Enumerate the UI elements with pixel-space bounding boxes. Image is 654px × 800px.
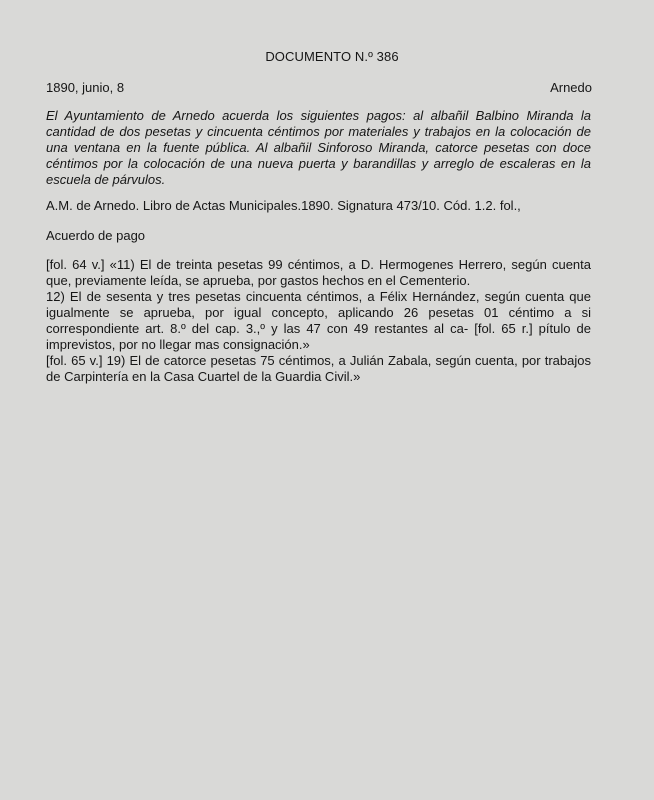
document-metadata-row xyxy=(46,80,592,96)
transcription-body xyxy=(46,257,591,385)
document-date: 1890, junio, 8 xyxy=(46,80,125,95)
transcription-paragraph: [fol. 65 v.] 19) El de catorce pesetas 75 céntimos, a Julián Zabala, según cuenta, por trabajos de Carpintería en la Casa Cuartel de la Guardia Civil.» xyxy=(46,353,591,384)
transcription-paragraph: 12) El de sesenta y tres pesetas cincuenta céntimos, a Félix Hernández, según cuenta que igualmente se aprueba, por igual concepto, aplicando 26 pesetas 01 céntimo a si correspondiente art. 8.º del cap. 3.,º y las 47 con 49 restantes al ca- [fol. 65 r.] pítulo de imprevistos, por no llegar mas consignación.» xyxy=(46,289,591,352)
document-place: Arnedo xyxy=(550,80,592,95)
section-heading: Acuerdo de pago xyxy=(46,228,146,243)
document-abstract: El Ayuntamiento de Arnedo acuerda los siguientes pagos: al albañil Balbino Miranda la cantidad de dos pesetas y cincuenta céntimos por materiales y trabajos en la colocación de una ventana en la fuente pública. Al albañil Sinforoso Miranda, catorce pesetas con doce céntimos por la colocación de una nueva puerta y barandillas y arreglo de escaleras en la escuela de párvulos. xyxy=(46,108,591,187)
document-title: DOCUMENTO N.º 386 xyxy=(265,49,399,64)
transcription-paragraph: [fol. 64 v.] «11) El de treinta pesetas 99 céntimos, a D. Hermogenes Herrero, según cuenta que, previamente leída, se aprueba, por gastos hechos en el Cementerio. xyxy=(46,257,591,288)
archival-source: A.M. de Arnedo. Libro de Actas Municipales.1890. Signatura 473/10. Cód. 1.2. fol., xyxy=(46,198,521,213)
